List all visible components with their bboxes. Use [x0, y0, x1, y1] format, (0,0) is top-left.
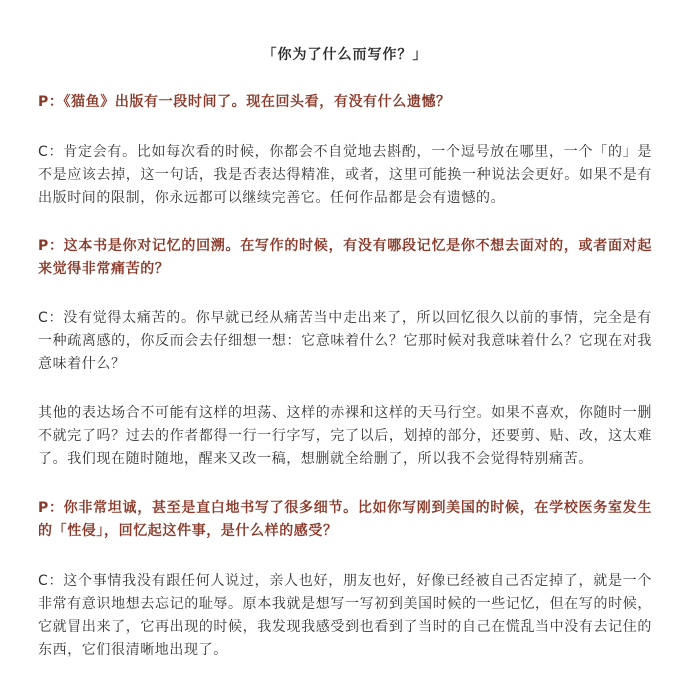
answer-2: C：没有觉得太痛苦的。你早就已经从痛苦当中走出来了，所以回忆很久以前的事情，完全是有一种疏离感的，你反而会去仔细想一想：它意味着什么？它那时候对我意味着什么？它现在对我意味着什么？: [38, 310, 652, 372]
question-1: P：《猫鱼》出版有一段时间了。现在回头看，有没有什么遗憾？: [38, 94, 451, 110]
answer-1: C：肯定会有。比如每次看的时候，你都会不自觉地去斟酌，一个逗号放在哪里，一个「的」是不是应该去掉，这一句话，我是否表达得精准，或者，这里可能换一种说法会更好。如果不是有出版时间的限制，你永远都可以继续完善它。任何作品都是会有遗憾的。: [38, 144, 652, 206]
answer-3: C：这个事情我没有跟任何人说过，亲人也好，朋友也好，好像已经被自己否定掉了，就是一个非常有意识地想去忘记的耻辱。原本我就是想写一写初到美国时候的一些记忆，但在写的时候，它就冒出来了，它再出现的时候，我发现我感受到也看到了当时的自己在慌乱当中没有去记住的东西，它们很清晰地出现了。: [38, 573, 652, 658]
answer-2-continued: 其他的表达场合不可能有这样的坦荡、这样的赤裸和这样的天马行空。如果不喜欢，你随时一删不就完了吗？过去的作者都得一行一行字写，完了以后，划掉的部分，还要剪、贴、改，这太难了。我们现在随时随地，醒来又改一稿，想删就全给删了，所以我不会觉得特别痛苦。: [38, 405, 652, 467]
article-title: 「你为了什么而写作？」: [262, 47, 428, 63]
question-2: P：这本书是你对记忆的回溯。在写作的时候，有没有哪段记忆是你不想去面对的，或者面对起来觉得非常痛苦的？: [38, 238, 652, 277]
question-3: P：你非常坦诚，甚至是直白地书写了很多细节。比如你写刚到美国的时候，在学校医务室发生的「性侵」，回忆起这件事，是什么样的感受？: [38, 500, 652, 539]
